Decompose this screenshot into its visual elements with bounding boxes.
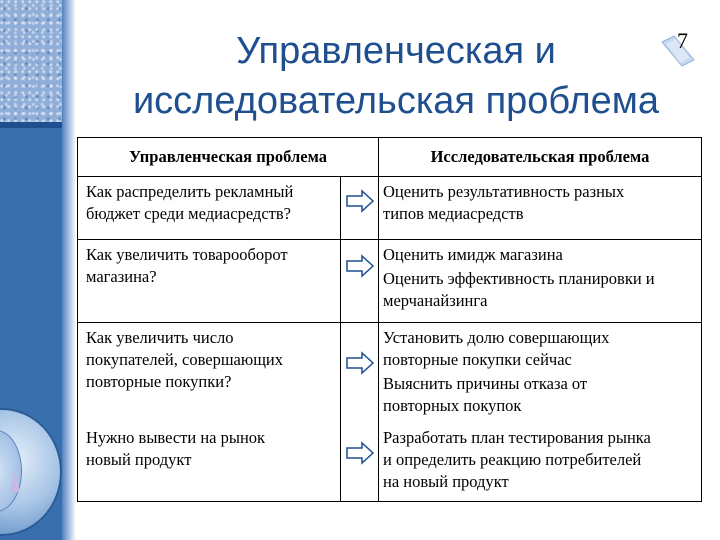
research-cell	[379, 240, 702, 323]
arrow-cell	[341, 240, 379, 323]
right-arrow-icon	[345, 351, 375, 375]
research-cell	[379, 423, 702, 502]
research-cell	[379, 177, 702, 240]
research-text: Установить долю совершающих	[383, 328, 610, 347]
managerial-text: Как распределить рекламный	[86, 182, 294, 201]
managerial-text: новый продукт	[86, 450, 192, 469]
arrow-cell	[341, 423, 379, 502]
left-decor-gradient	[62, 0, 76, 540]
research-text: мерчанайзинга	[383, 291, 488, 310]
managerial-text: Нужно вывести на рынок	[86, 428, 266, 447]
managerial-cell	[78, 423, 341, 502]
research-text: повторных покупок	[383, 396, 522, 415]
research-text: Оценить эффективность планировки и	[383, 269, 655, 288]
research-text: Оценить результативность разных	[383, 182, 625, 201]
globe-triangle-decoration	[10, 470, 20, 492]
managerial-text: Как увеличить число	[86, 328, 234, 347]
research-text: Выяснить причины отказа от	[383, 374, 588, 393]
page-number: 7	[677, 28, 688, 53]
managerial-text: бюджет среди медиасредств?	[86, 204, 291, 223]
managerial-text: покупателей, совершающих	[86, 350, 283, 369]
table-header-row	[78, 138, 702, 177]
left-decor-texture	[0, 0, 62, 122]
research-text: Оценить имидж магазина	[383, 245, 563, 264]
managerial-text: Как увеличить товарооборот	[86, 245, 288, 264]
table-row	[78, 177, 702, 240]
managerial-cell	[78, 240, 341, 323]
research-text: Разработать план тестирования рынка	[383, 428, 651, 447]
slide-title-line-2: исследовательская проблема	[132, 80, 660, 122]
slide-title	[96, 26, 696, 126]
managerial-cell	[78, 177, 341, 240]
arrow-cell	[341, 323, 379, 424]
managerial-cell	[78, 323, 341, 424]
left-decor-stripe	[0, 122, 62, 128]
table-row	[78, 240, 702, 323]
research-text: и определить реакцию потребителей	[383, 450, 642, 469]
right-arrow-icon	[345, 441, 375, 465]
problems-table	[77, 137, 702, 502]
right-arrow-icon	[345, 254, 375, 278]
header-research: Исследовательская проблема	[379, 138, 702, 177]
table-row	[78, 423, 702, 502]
header-managerial: Управленческая проблема	[78, 138, 379, 177]
arrow-cell	[341, 177, 379, 240]
research-cell	[379, 323, 702, 424]
research-text: повторные покупки сейчас	[383, 350, 572, 369]
right-arrow-icon	[345, 189, 375, 213]
managerial-text: повторные покупки?	[86, 372, 232, 391]
slide-title-line-1: Управленческая и	[236, 30, 556, 72]
managerial-text: магазина?	[86, 267, 157, 286]
table-row	[78, 323, 702, 424]
research-text: типов медиасредств	[383, 204, 524, 223]
research-text: на новый продукт	[383, 472, 509, 491]
